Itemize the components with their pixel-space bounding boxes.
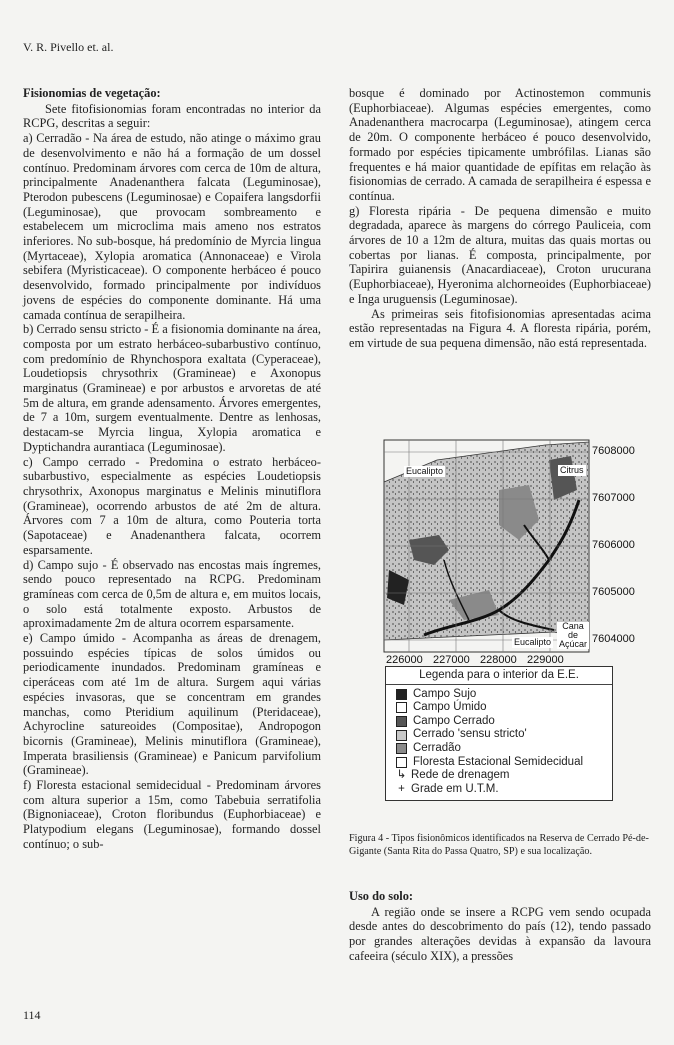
label-cana-3: Açúcar — [559, 639, 588, 649]
legend-item — [396, 728, 606, 742]
left-column — [23, 86, 321, 852]
legend-label: Rede de drenagem — [411, 769, 510, 782]
legend-label: Floresta Estacional Semidecidual — [413, 755, 584, 768]
page-number: 114 — [23, 1008, 41, 1022]
running-header: V. R. Pivello et. al. — [23, 40, 114, 54]
legend-label: Cerrado 'sensu stricto' — [413, 728, 527, 741]
x-tick-label: 227000 — [433, 654, 470, 666]
legend-item — [396, 688, 606, 702]
legend-label: Grade em U.T.M. — [411, 782, 499, 795]
soil-section — [349, 889, 651, 964]
paragraph-campo-umido: e) Campo úmido - Acompanha as áreas de drenagem, possuindo espécies típicas de solos úmidos ou periodicamente inundados. Predominam gramíneas e ciperáceas com até 1m de altura. Surgem aqui várias espécies invasoras, que se concentram em grandes manchas, como Pteridium aquilinum (Pteridaceae), Achyrocline satureoides (Compositae), Andropogon bicornis (Gramineae), Melinis minutiflora (Gramineae), Imperata brasiliensis (Gramineae) e Panicum parvifolium (Gramineae). — [23, 631, 321, 778]
paragraph-campo-cerrado: c) Campo cerrado - Predomina o estrato herbáceo-subarbustivo, especialmente as espécies Loudetiopsis chrysothrix, Axonopus marginatus e Melinis minutiflora (Gramineae), ocorrendo arbustos de até 2m de altura. Árvores com 7 a 10m de altura, como Pouteria torta (Sapotaceae) e Anadenanthera falcata, ocorrem esparsamente. — [23, 454, 321, 557]
legend-swatch — [396, 730, 407, 741]
label-citrus: Citrus — [560, 465, 584, 475]
legend-swatch — [396, 689, 407, 700]
legend-label: Cerradão — [413, 741, 461, 754]
legend-swatch — [396, 743, 407, 754]
legend-item — [396, 783, 606, 797]
map-legend — [385, 666, 613, 801]
y-tick-label: 7605000 — [592, 586, 635, 598]
x-tick-label: 228000 — [480, 654, 517, 666]
legend-item — [396, 715, 606, 729]
legend-item — [396, 742, 606, 756]
figure-caption: Figura 4 - Tipos fisionômicos identificados na Reserva de Cerrado Pé-de-Gigante (Santa Rita do Passa Quatro, SP) e sua localização. — [349, 833, 649, 857]
vegetation-map — [349, 430, 651, 795]
label-cana — [557, 622, 589, 649]
paragraph-floresta-riparia: g) Floresta ripária - De pequena dimensão e muito degradada, aparece às margens do córrego Pauliceia, com árvores de 10 a 12m de altura, muitas das quais mortas ou cobertas por lianas. É composta, principalmente, por Tapirira guianensis (Anacardiaceae), Croton urucurana (Euphorbiaceae), Hyeronima alchorneoides (Euphorbiaceae) e Inga uruguensis (Leguminosae). — [349, 203, 651, 306]
paragraph-summary: As primeiras seis fitofisionomias apresentadas acima estão representadas na Figura 4. A floresta ripária, porém, em virtude de sua pequena dimensão, não está representada. — [349, 306, 651, 350]
section-heading-soil: Uso do solo: — [349, 889, 414, 903]
y-tick-label: 7604000 — [592, 633, 635, 645]
legend-title: Legenda para o interior da E.E. — [386, 669, 612, 685]
paragraph-floresta-estacional: f) Floresta estacional semidecidual - Predominam árvores com altura superior a 15m, como Tabebuia serratifolia (Bignoniaceae), Croton floribundus (Euphorbiaceae) e Platypodium elegans (Leguminosae), formando dossel contínuo; o sub- — [23, 778, 321, 851]
legend-label: Campo Sujo — [413, 687, 477, 700]
paragraph-campo-sujo: d) Campo sujo - É observado nas encostas mais íngremes, sendo pouco representado na RCPG. Predominam gramíneas com cerca de 0,5m de altura e, em muitos locais, o solo está totalmente exposto. Arbustos de aproximadamente 2m de altura ocorrem esparsamente. — [23, 557, 321, 631]
legend-item — [396, 756, 606, 770]
legend-swatch — [396, 757, 407, 768]
paragraph-cerrado-sensu-stricto: b) Cerrado sensu stricto - É a fisionomia dominante na área, composta por um estrato herbáceo-subarbustivo contínuo, com predomínio de Rhynchospora exaltata (Cyperaceae), Loudetiopsis chrysothrix (Gramineae) e Axonopus marginatus (Gramineae) e por arbustos e arvoretas de até 5m de altura, em grande adensamento. Árvores emergentes, de 7 a 10m, surgem eventualmente. Dentre as lenhosas, destacam-se Myrcia lingua, Xylopia aromatica e Dyptichandra aurantiaca (Leguminosae). — [23, 322, 321, 454]
x-tick-label: 226000 — [386, 654, 423, 666]
legend-swatch — [396, 702, 407, 713]
label-cana-1: Cana — [562, 621, 584, 631]
paragraph-soil: A região onde se insere a RCPG vem sendo ocupada desde antes do descobrimento do país (12), tendo passado por grandes alterações devidas à expansão da lavoura cafeeira (século XIX), a pressões — [349, 904, 651, 963]
label-eucalipto-bottom: Eucalipto — [514, 637, 552, 647]
paragraph-floresta-continued: bosque é dominado por Actinostemon communis (Euphorbiaceae). Algumas espécies emergentes, como Anadenanthera macrocarpa (Leguminosae), atingem cerca de 20m. O componente herbáceo é pouco desenvolvido, formado por espécies tipicamente umbrófilas. Lianas são frequentes e há maior quantidade de epífitas em relação às fisionomias de cerrado. A camada de serapilheira é espessa e contínua. — [349, 86, 651, 203]
legend-item — [396, 701, 606, 715]
drainage-icon: ↳ — [396, 769, 407, 782]
x-tick-label: 229000 — [527, 654, 564, 666]
section-heading-vegetation: Fisionomias de vegetação: — [23, 86, 161, 100]
legend-label: Campo Úmido — [413, 701, 487, 714]
figure-4 — [349, 430, 651, 795]
legend-label: Campo Cerrado — [413, 714, 495, 727]
label-cana-2: de — [568, 630, 579, 640]
y-tick-label: 7606000 — [592, 539, 635, 551]
intro-paragraph: Sete fitofisionomias foram encontradas no interior da RCPG, descritas a seguir: — [23, 101, 321, 131]
y-tick-label: 7608000 — [592, 445, 635, 457]
y-tick-label: 7607000 — [592, 492, 635, 504]
right-column — [349, 86, 651, 351]
legend-swatch — [396, 716, 407, 727]
label-eucalipto-top: Eucalipto — [406, 466, 444, 476]
paragraph-cerradao: a) Cerradão - Na área de estudo, não atinge o máximo grau de desenvolvimento e não há a formação de um dossel contínuo. Predominam árvores com cerca de 10m de altura, principalmente Anadenanthera falcata (Leguminosae), Pterodon pubescens (Leguminosae) e Copaifera langsdorfii (Leguminosae), que provocam sombreamento e estabelecem um microclima mais ameno nos estratos inferiores. No sub-bosque, há predomínio de Myrcia lingua (Myrtaceae), Xylopia aromatica (Annonaceae) e Virola sebifera (Myristicaceae). O componente herbáceo é pouco desenvolvido, formado principalmente por indivíduos jovens de espécies do componente dominante. Há uma camada contínua de serapilheira. — [23, 131, 321, 322]
grid-icon: + — [398, 782, 405, 795]
legend-item — [396, 769, 606, 783]
